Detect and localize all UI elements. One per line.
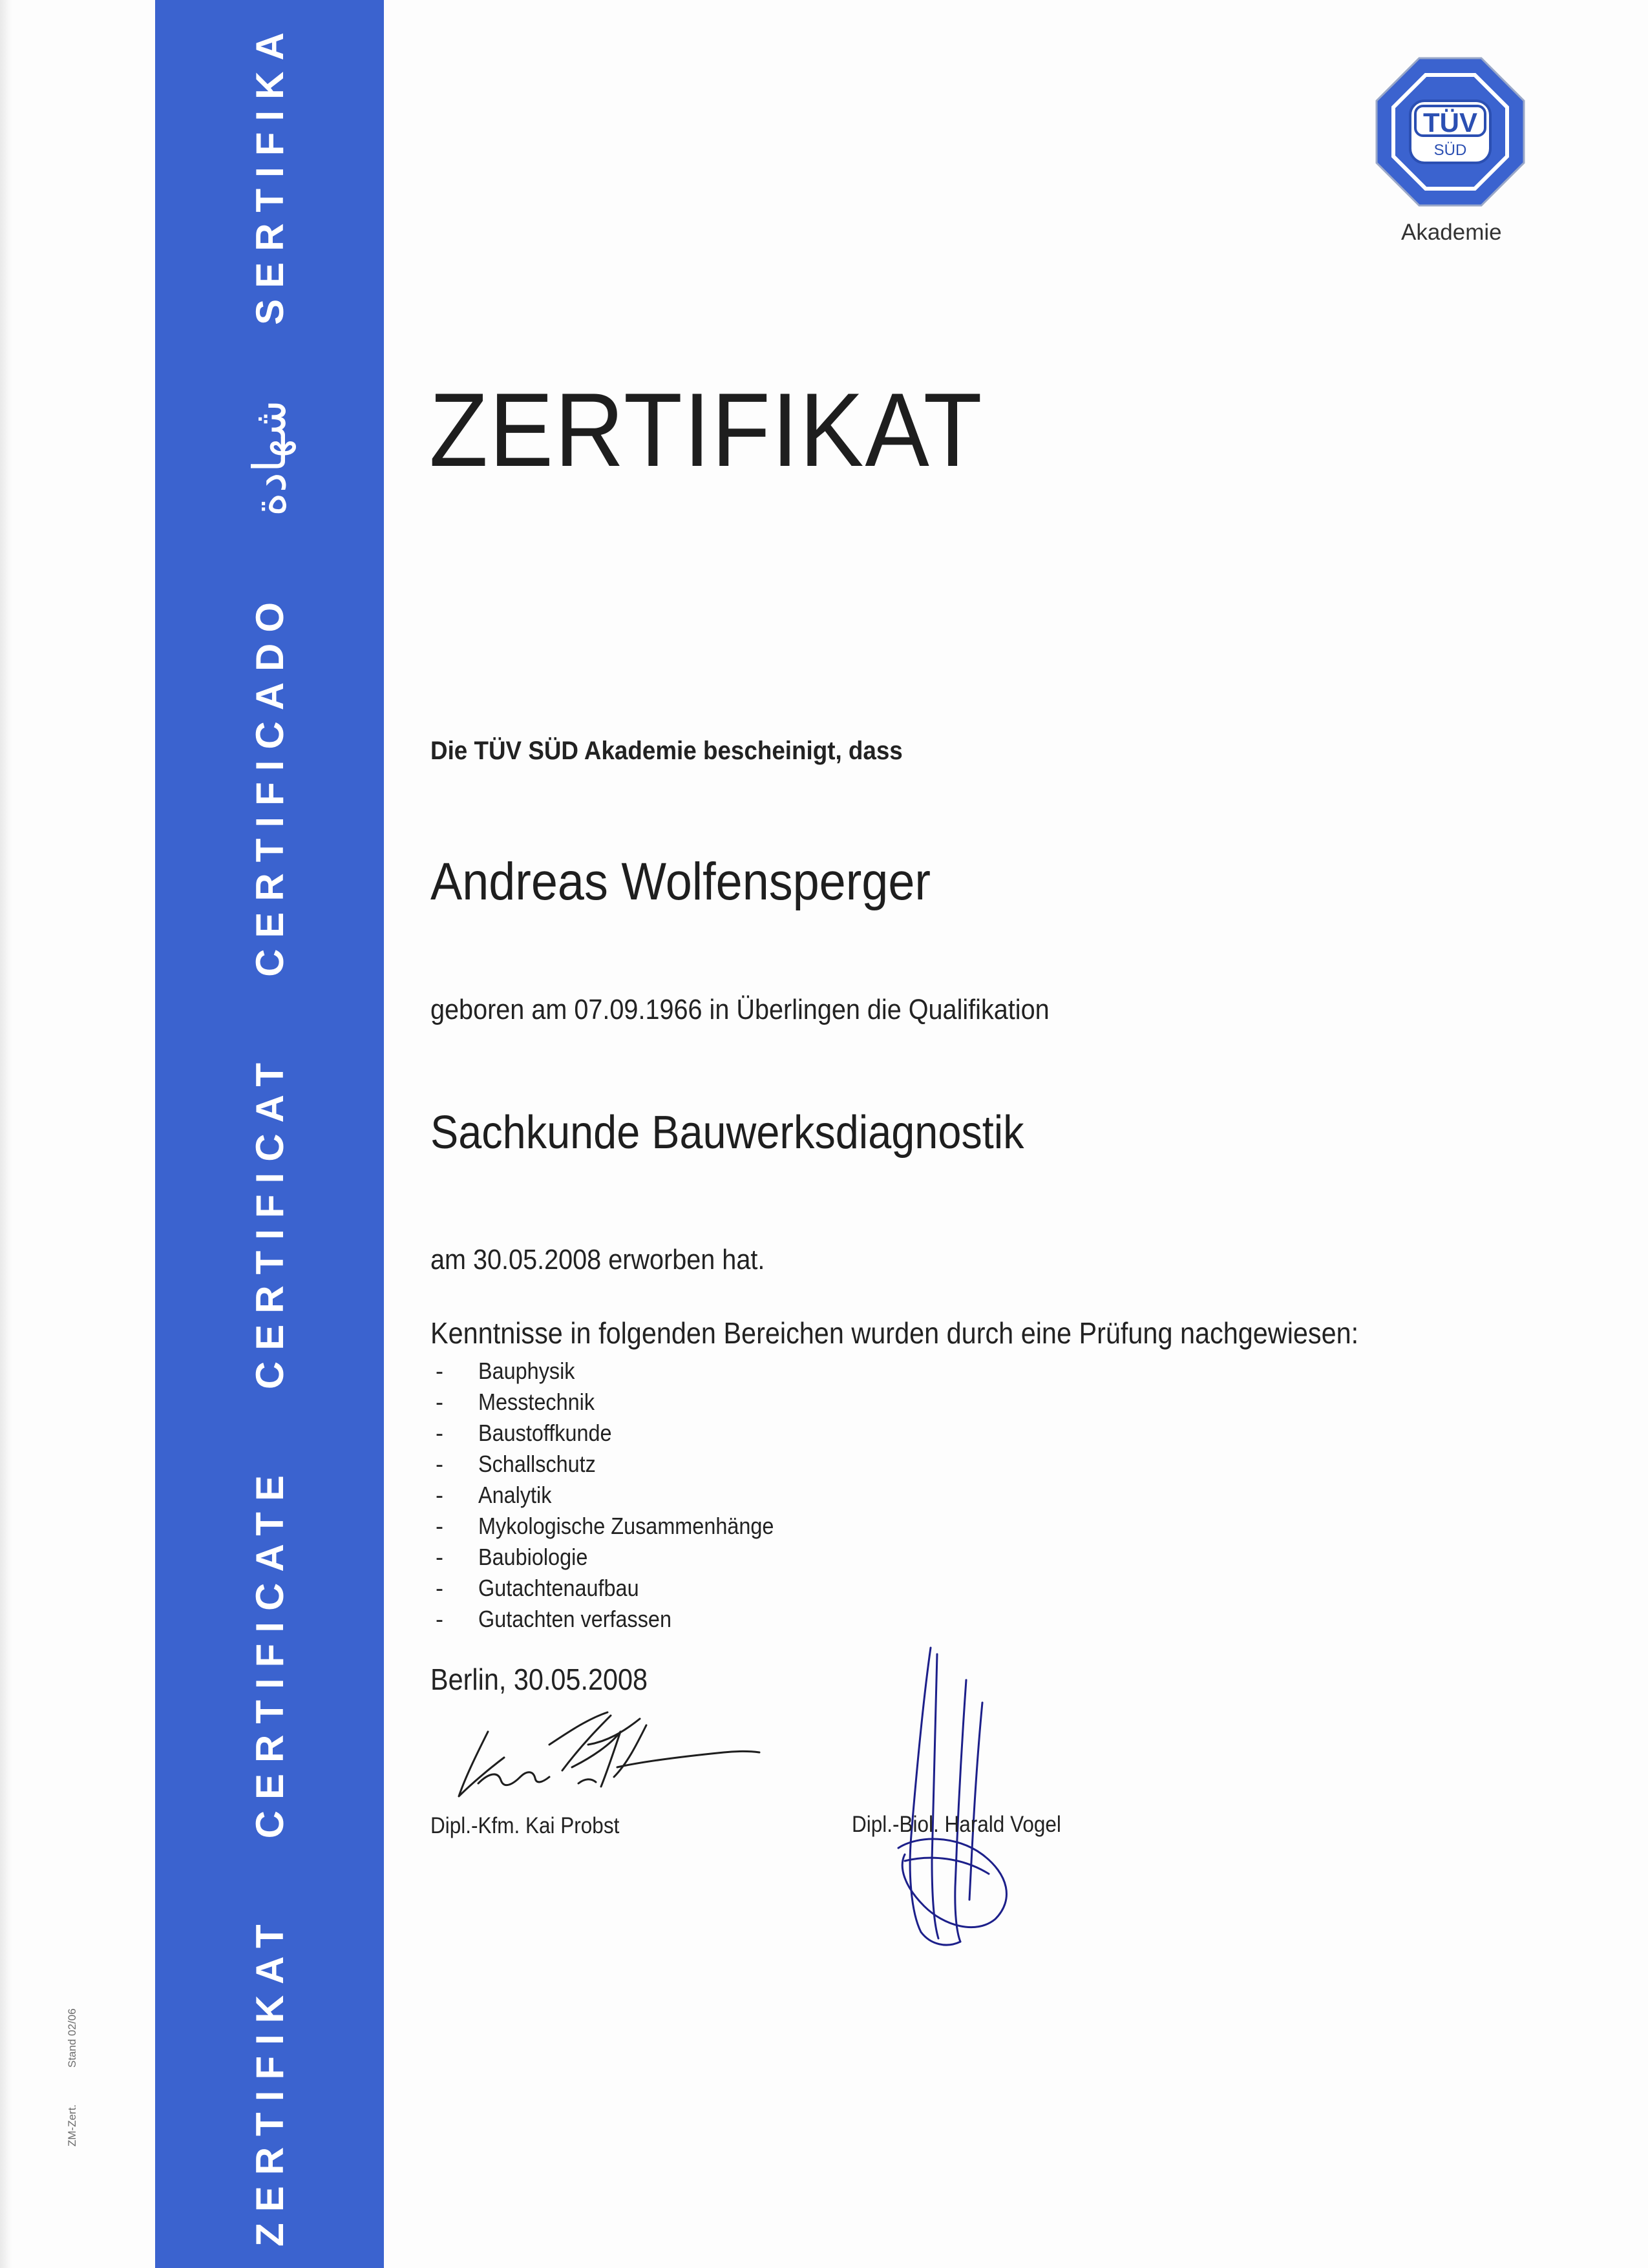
logo-text-top: TÜV (1423, 107, 1477, 138)
birth-line: geboren am 07.09.1966 in Überlingen die Qualifikation (430, 994, 1050, 1025)
recipient-name: Andreas Wolfensperger (430, 852, 931, 911)
list-item-label: Bauphysik (478, 1358, 575, 1384)
list-bullet: - (436, 1482, 443, 1508)
band-word-certificado: CERTIFICADO (248, 591, 291, 977)
list-bullet: - (436, 1389, 443, 1415)
acquired-line: am 30.05.2008 erworben hat. (430, 1244, 765, 1276)
tuv-sud-logo-icon (1375, 57, 1525, 207)
list-bullet: - (436, 1575, 443, 1601)
list-item-label: Analytik (478, 1482, 552, 1508)
logo-text-bottom: SÜD (1433, 142, 1467, 159)
list-item-label: Baustoffkunde (478, 1420, 612, 1446)
form-version: Stand 02/06 (66, 2008, 78, 2068)
list-bullet: - (436, 1420, 443, 1446)
list-item-label: Mykologische Zusammenhänge (478, 1513, 774, 1539)
knowledge-intro: Kenntnisse in folgenden Bereichen wurden durch eine Prüfung nachgewiesen: (430, 1316, 1359, 1350)
sheet-edge (0, 0, 12, 2268)
band-word-zertifikat: ZERTIFIKAT (248, 1913, 291, 2247)
language-band-text (231, 21, 308, 2247)
band-word-sertifika: SERTIFIKA (248, 21, 291, 325)
list-bullet: - (436, 1451, 443, 1477)
signature-probst-icon (452, 1706, 763, 1803)
list-bullet: - (436, 1544, 443, 1570)
qualification-name: Sachkunde Bauwerksdiagnostik (430, 1107, 1024, 1159)
form-code: ZM-Zert. (66, 2104, 78, 2147)
logo-caption: Akademie (1401, 220, 1502, 245)
list-item-label: Baubiologie (478, 1544, 588, 1570)
signatory-right-name: Dipl.-Biol. Harald Vogel (852, 1812, 1061, 1837)
list-item-label: Gutachten verfassen (478, 1606, 671, 1632)
list-item-label: Gutachtenaufbau (478, 1575, 639, 1601)
band-word-certificat: CERTIFICAT (248, 1051, 291, 1390)
signature-vogel-icon (885, 1641, 1041, 1951)
signatory-left-name: Dipl.-Kfm. Kai Probst (430, 1813, 620, 1838)
band-word-certificate: CERTIFICATE (248, 1464, 291, 1839)
list-bullet: - (436, 1358, 443, 1384)
certificate-title: ZERTIFIKAT (429, 372, 984, 488)
list-bullet: - (436, 1513, 443, 1539)
certifies-line: Die TÜV SÜD Akademie bescheinigt, dass (430, 737, 903, 765)
list-bullet: - (436, 1606, 443, 1632)
place-and-date: Berlin, 30.05.2008 (430, 1663, 648, 1696)
band-word-arabic: شهادة (243, 399, 296, 516)
list-item-label: Schallschutz (478, 1451, 596, 1477)
list-item-label: Messtechnik (478, 1389, 595, 1415)
